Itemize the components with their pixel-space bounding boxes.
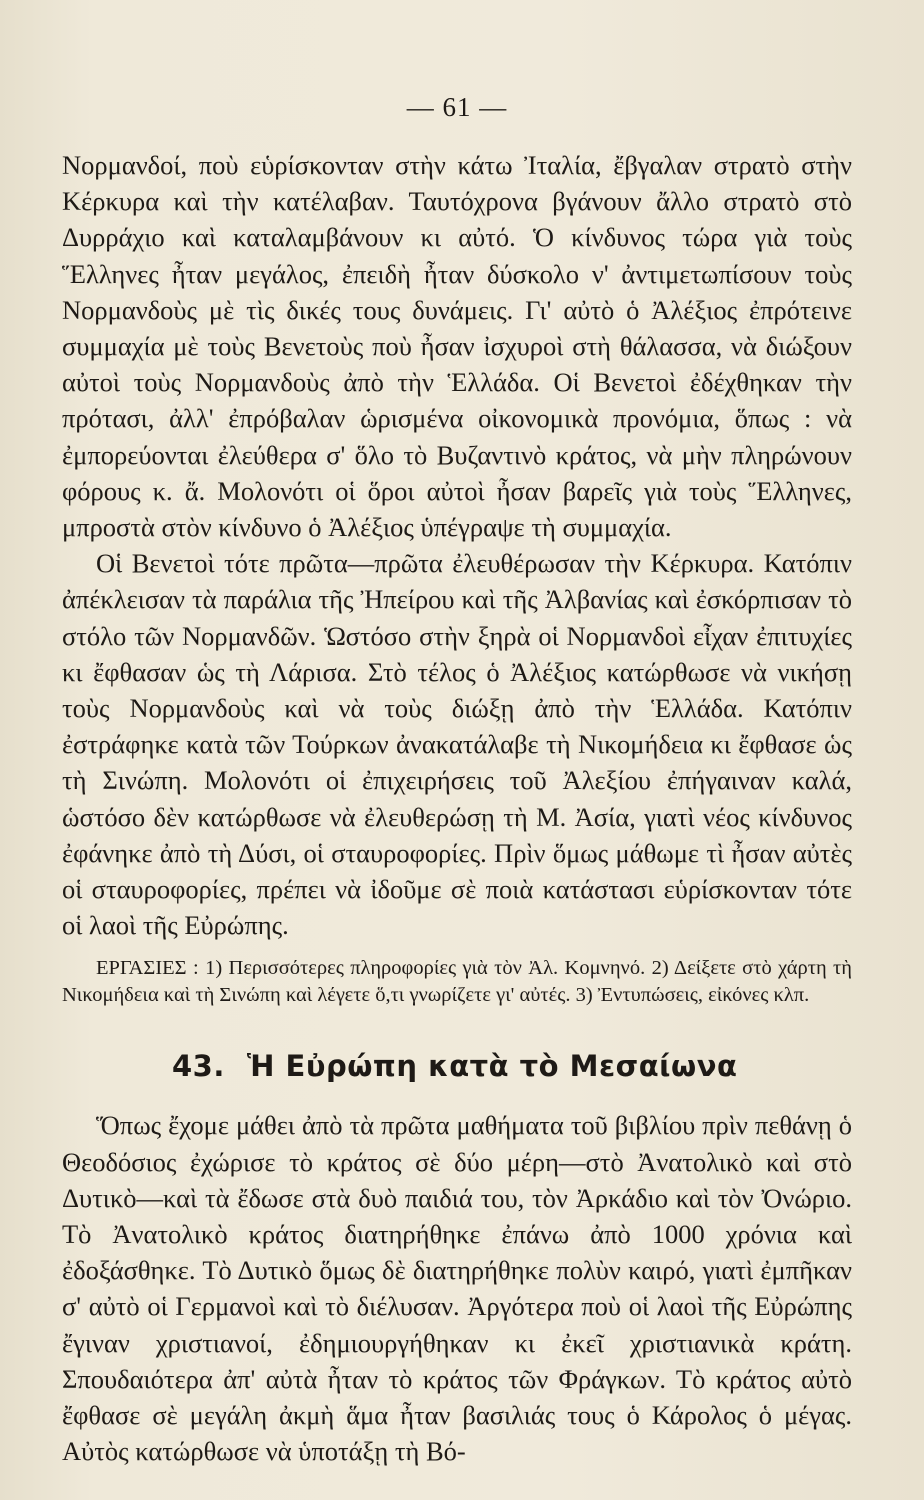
- exercises-note: ΕΡΓΑΣΙΕΣ : 1) Περισσότερες πληροφορίες γιὰ τὸν Ἀλ. Κομνηνό. 2) Δείξετε στὸ χάρτη τὴ Νικομήδεια καὶ τὴ Σινώπη καὶ λέγετε ὅ,τι γνωρίζετε γι' αὐτές. 3) Ἐντυπώσεις, εἰκόνες κλπ.: [62, 957, 852, 1007]
- paragraph-europe-middle-ages: Ὅπως ἔχομε μάθει ἀπὸ τὰ πρῶτα μαθήματα τοῦ βιβλίου πρὶν πεθάνῃ ὁ Θεοδόσιος ἐχώρισε τὸ κράτος σὲ δύο μέρη—στὸ Ἀνατολικὸ καὶ στὸ Δυτικὸ—καὶ τὰ ἔδωσε στὰ δυὸ παιδιά του, τὸν Ἀρκάδιο καὶ τὸν Ὀνώριο. Τὸ Ἀνατολικὸ κράτος διατηρήθηκε ἐπάνω ἀπὸ 1000 χρόνια καὶ ἐδοξάσθηκε. Τὸ Δυτικὸ ὅμως δὲ διατηρήθηκε πολὺν καιρό, γιατὶ ἐμπῆκαν σ' αὐτὸ οἱ Γερμανοὶ καὶ τὸ διέλυσαν. Ἀργότερα ποὺ οἱ λαοὶ τῆς Εὐρώπης ἔγιναν χριστιανοί, ἐδημιουργήθηκαν κι ἐκεῖ χριστιανικὰ κράτη. Σπουδαιότερα ἀπ' αὐτὰ ἦταν τὸ κράτος τῶν Φράγκων. Τὸ κράτος αὐτὸ ἔφθασε σὲ μεγάλη ἀκμὴ ἅμα ἦταν βασιλιάς τους ὁ Κάρολος ὁ μέγας. Αὐτὸς κατώρθωσε νὰ ὑποτάξῃ τὴ Βό-: [62, 1110, 852, 1467]
- page-number: — 61 —: [406, 92, 508, 122]
- paragraph-venetians: Οἱ Βενετοὶ τότε πρῶτα—πρῶτα ἐλευθέρωσαν τὴν Κέρκυρα. Κατόπιν ἀπέκλεισαν τὰ παράλια τῆς Ἠπείρου καὶ τῆς Ἀλβανίας καὶ ἐσκόρπισαν τὸ στόλο τῶν Νορμανδῶν. Ὡστόσο στὴν ξηρὰ οἱ Νορμανδοὶ εἶχαν ἐπιτυχίες κι ἔφθασαν ὡς τὴ Λάρισα. Στὸ τέλος ὁ Ἀλέξιος κατώρθωσε νὰ νικήσῃ τοὺς Νορμανδοὺς καὶ νὰ τοὺς διώξῃ ἀπὸ τὴν Ἑλλάδα. Κατόπιν ἐστράφηκε κατὰ τῶν Τούρκων ἀνακατάλαβε τὴ Νικομήδεια κι ἔφθασε ὡς τὴ Σινώπη. Μολονότι οἱ ἐπιχειρήσεις τοῦ Ἀλεξίου ἐπήγαιναν καλά, ὡστόσο δὲν κατώρθωσε νὰ ἐλευθερώσῃ τὴ Μ. Ἀσία, γιατὶ νέος κίνδυνος ἐφάνηκε ἀπὸ τὴ Δύσι, οἱ σταυροφορίες. Πρὶν ὅμως μάθωμε τὶ ἦσαν αὐτὲς οἱ σταυροφορίες, πρέπει νὰ ἰδοῦμε σὲ ποιὰ κατάστασι εὑρίσκονταν τότε οἱ λαοὶ τῆς Εὐρώπης.: [62, 548, 852, 941]
- section-title: Ἡ Εὐρώπη κατὰ τὸ Μεσαίωνα: [246, 1049, 738, 1084]
- section-number: 43.: [172, 1049, 225, 1084]
- paragraph-normans: Νορμανδοί, ποὺ εὑρίσκονταν στὴν κάτω Ἰταλία, ἔβγαλαν στρατὸ στὴν Κέρκυρα καὶ τὴν κατέλαβαν. Ταυτόχρονα βγάνουν ἄλλο στρατὸ στὸ Δυρράχιο καὶ καταλαμβάνουν κι αὐτό. Ὁ κίνδυνος τώρα γιὰ τοὺς Ἕλληνες ἦταν μεγάλος, ἐπειδὴ ἦταν δύσκολο ν' ἀντιμετωπίσουν τοὺς Νορμανδοὺς μὲ τὶς δικές τους δυνάμεις. Γι' αὐτὸ ὁ Ἀλέξιος ἐπρότεινε συμμαχία μὲ τοὺς Βενετοὺς ποὺ ἦσαν ἰσχυροὶ στὴ θάλασσα, νὰ διώξουν αὐτοὶ τοὺς Νορμανδοὺς ἀπὸ τὴν Ἑλλάδα. Οἱ Βενετοὶ ἐδέχθηκαν τὴν πρότασι, ἀλλ' ἐπρόβαλαν ὡρισμένα οἰκονομικὰ προνόμια, ὅπως : νὰ ἐμπορεύονται ἐλεύθερα σ' ὅλο τὸ Βυζαντινὸ κράτος, νὰ μὴν πληρώνουν φόρους κ. ἄ. Μολονότι οἱ ὅροι αὐτοὶ ἦσαν βαρεῖς γιὰ τοὺς Ἕλληνες, μπροστὰ στὸν κίνδυνο ὁ Ἀλέξιος ὑπέγραψε τὴ συμμαχία.: [62, 150, 852, 543]
- section-heading: [62, 1049, 852, 1083]
